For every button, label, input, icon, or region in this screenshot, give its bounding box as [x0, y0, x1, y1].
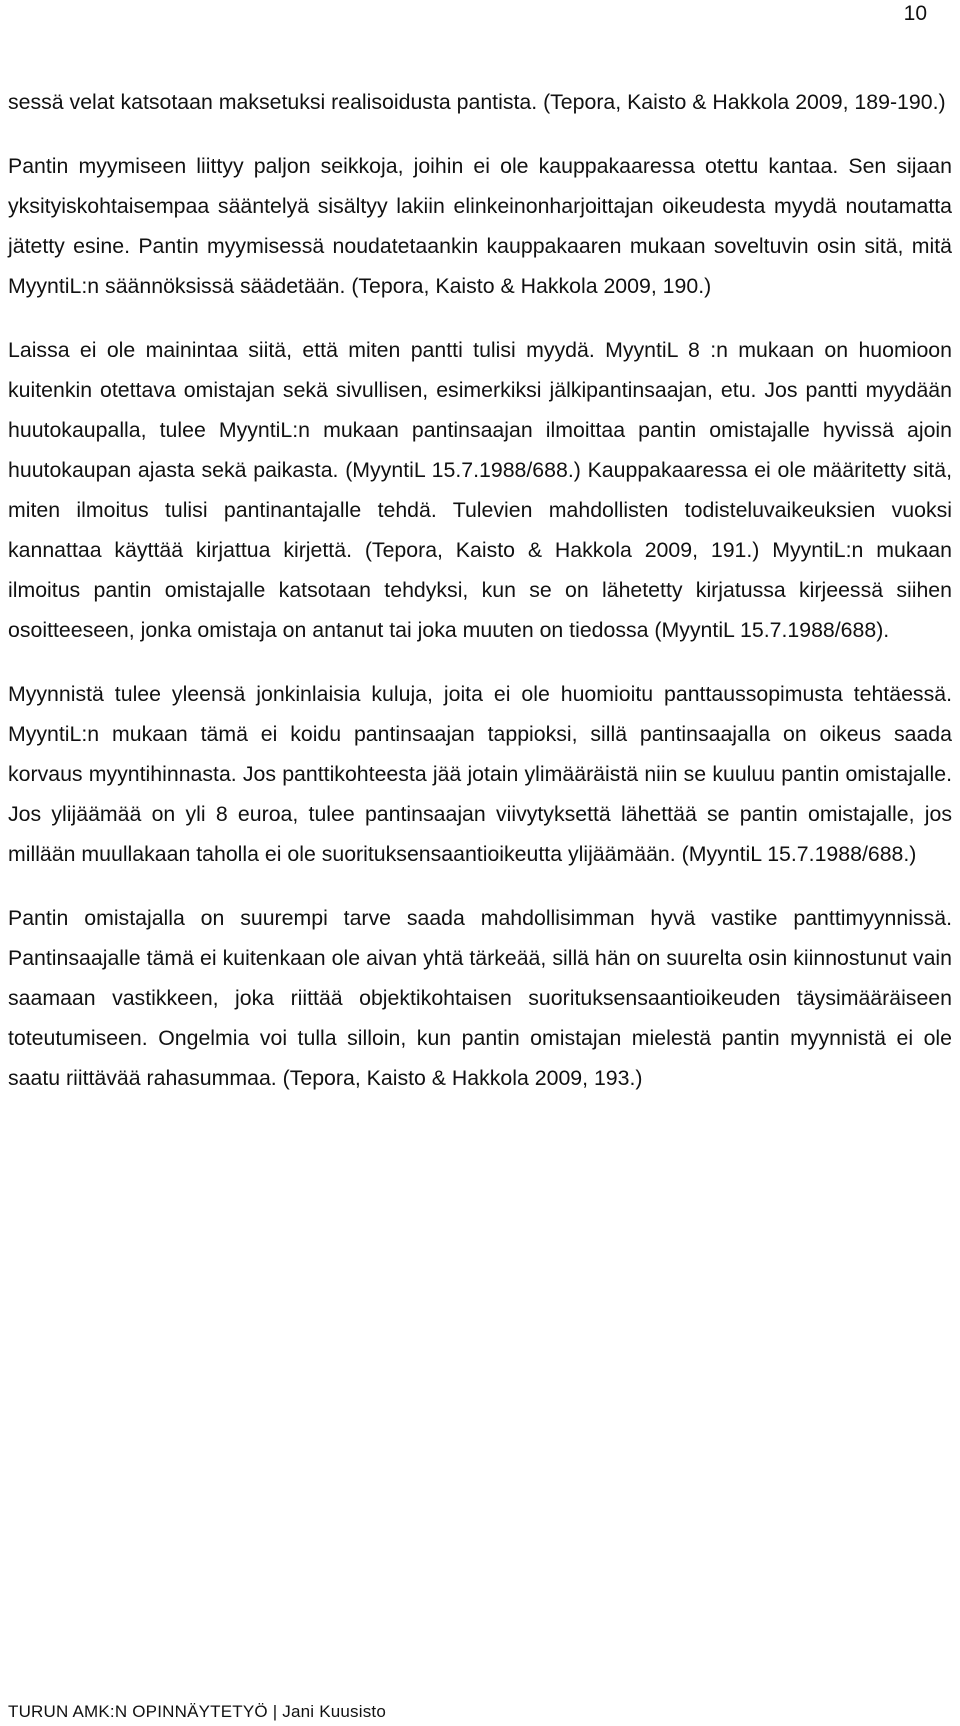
paragraph-2: Pantin myymiseen liittyy paljon seikkoja, joihin ei ole kauppakaaressa otettu kantaa. Sen sijaan yksityiskohtaisempaa sääntelyä sisältyy lakiin elinkeinonharjoittajan oikeudesta myydä noutamatta jätetty esine. Pantin myymisessä noudatetaankin kauppakaaren mukaan soveltuvin osin sitä, mitä MyyntiL:n säännöksissä säädetään. (Tepora, Kaisto & Hakkola 2009, 190.) [8, 154, 952, 298]
paragraph-5: Pantin omistajalla on suurempi tarve saada mahdollisimman hyvä vastike panttimyynnissä. Pantinsaajalle tämä ei kuitenkaan ole aivan yhtä tärkeää, sillä hän on suurelta osin kiinnostunut vain saamaan vastikkeen, joka riittää objektikohtaisen suorituksensaantioikeuden täysimääräiseen toteutumiseen. Ongelmia voi tulla silloin, kun pantin omistajan mielestä pantin myynnistä ei ole saatu riittävää rahasummaa. (Tepora, Kaisto & Hakkola 2009, 193.) [8, 906, 952, 1090]
page-number: 10 [903, 2, 927, 25]
page-footer: TURUN AMK:N OPINNÄYTETYÖ | Jani Kuusisto [8, 1702, 386, 1721]
paragraph-4: Myynnistä tulee yleensä jonkinlaisia kuluja, joita ei ole huomioitu panttaussopimusta tehtäessä. MyyntiL:n mukaan tämä ei koidu pantinsaajan tappioksi, sillä pantinsaajalla on oikeus saada korvaus myyntihinnasta. Jos panttikohteesta jää jotain ylimääräistä niin se kuuluu pantin omistajalle. Jos ylijäämää on yli 8 euroa, tulee pantinsaajan viivytyksettä lähettää se pantin omistajalle, jos millään muullakaan taholla ei ole suorituksensaantioikeutta ylijäämään. (MyyntiL 15.7.1988/688.) [8, 682, 952, 866]
document-body [8, 82, 952, 1122]
paragraph-1: sessä velat katsotaan maksetuksi realisoidusta pantista. (Tepora, Kaisto & Hakkola 2009, 189-190.) [8, 90, 946, 114]
paragraph-3: Laissa ei ole mainintaa siitä, että miten pantti tulisi myydä. MyyntiL 8 :n mukaan on huomioon kuitenkin otettava omistajan sekä sivullisen, esimerkiksi jälkipantinsaajan, etu. Jos pantti myydään huutokaupalla, tulee MyyntiL:n mukaan pantinsaajan ilmoittaa pantin omistajalle hyvissä ajoin huutokaupan ajasta sekä paikasta. (MyyntiL 15.7.1988/688.) Kauppakaaressa ei ole määritetty sitä, miten ilmoitus tulisi pantinantajalle tehdä. Tulevien mahdollisten todisteluvaikeuksien vuoksi kannattaa käyttää kirjattua kirjettä. (Tepora, Kaisto & Hakkola 2009, 191.) MyyntiL:n mukaan ilmoitus pantin omistajalle katsotaan tehdyksi, kun se on lähetetty kirjatussa kirjeessä siihen osoitteeseen, jonka omistaja on antanut tai joka muuten on tiedossa (MyyntiL 15.7.1988/688). [8, 338, 952, 642]
